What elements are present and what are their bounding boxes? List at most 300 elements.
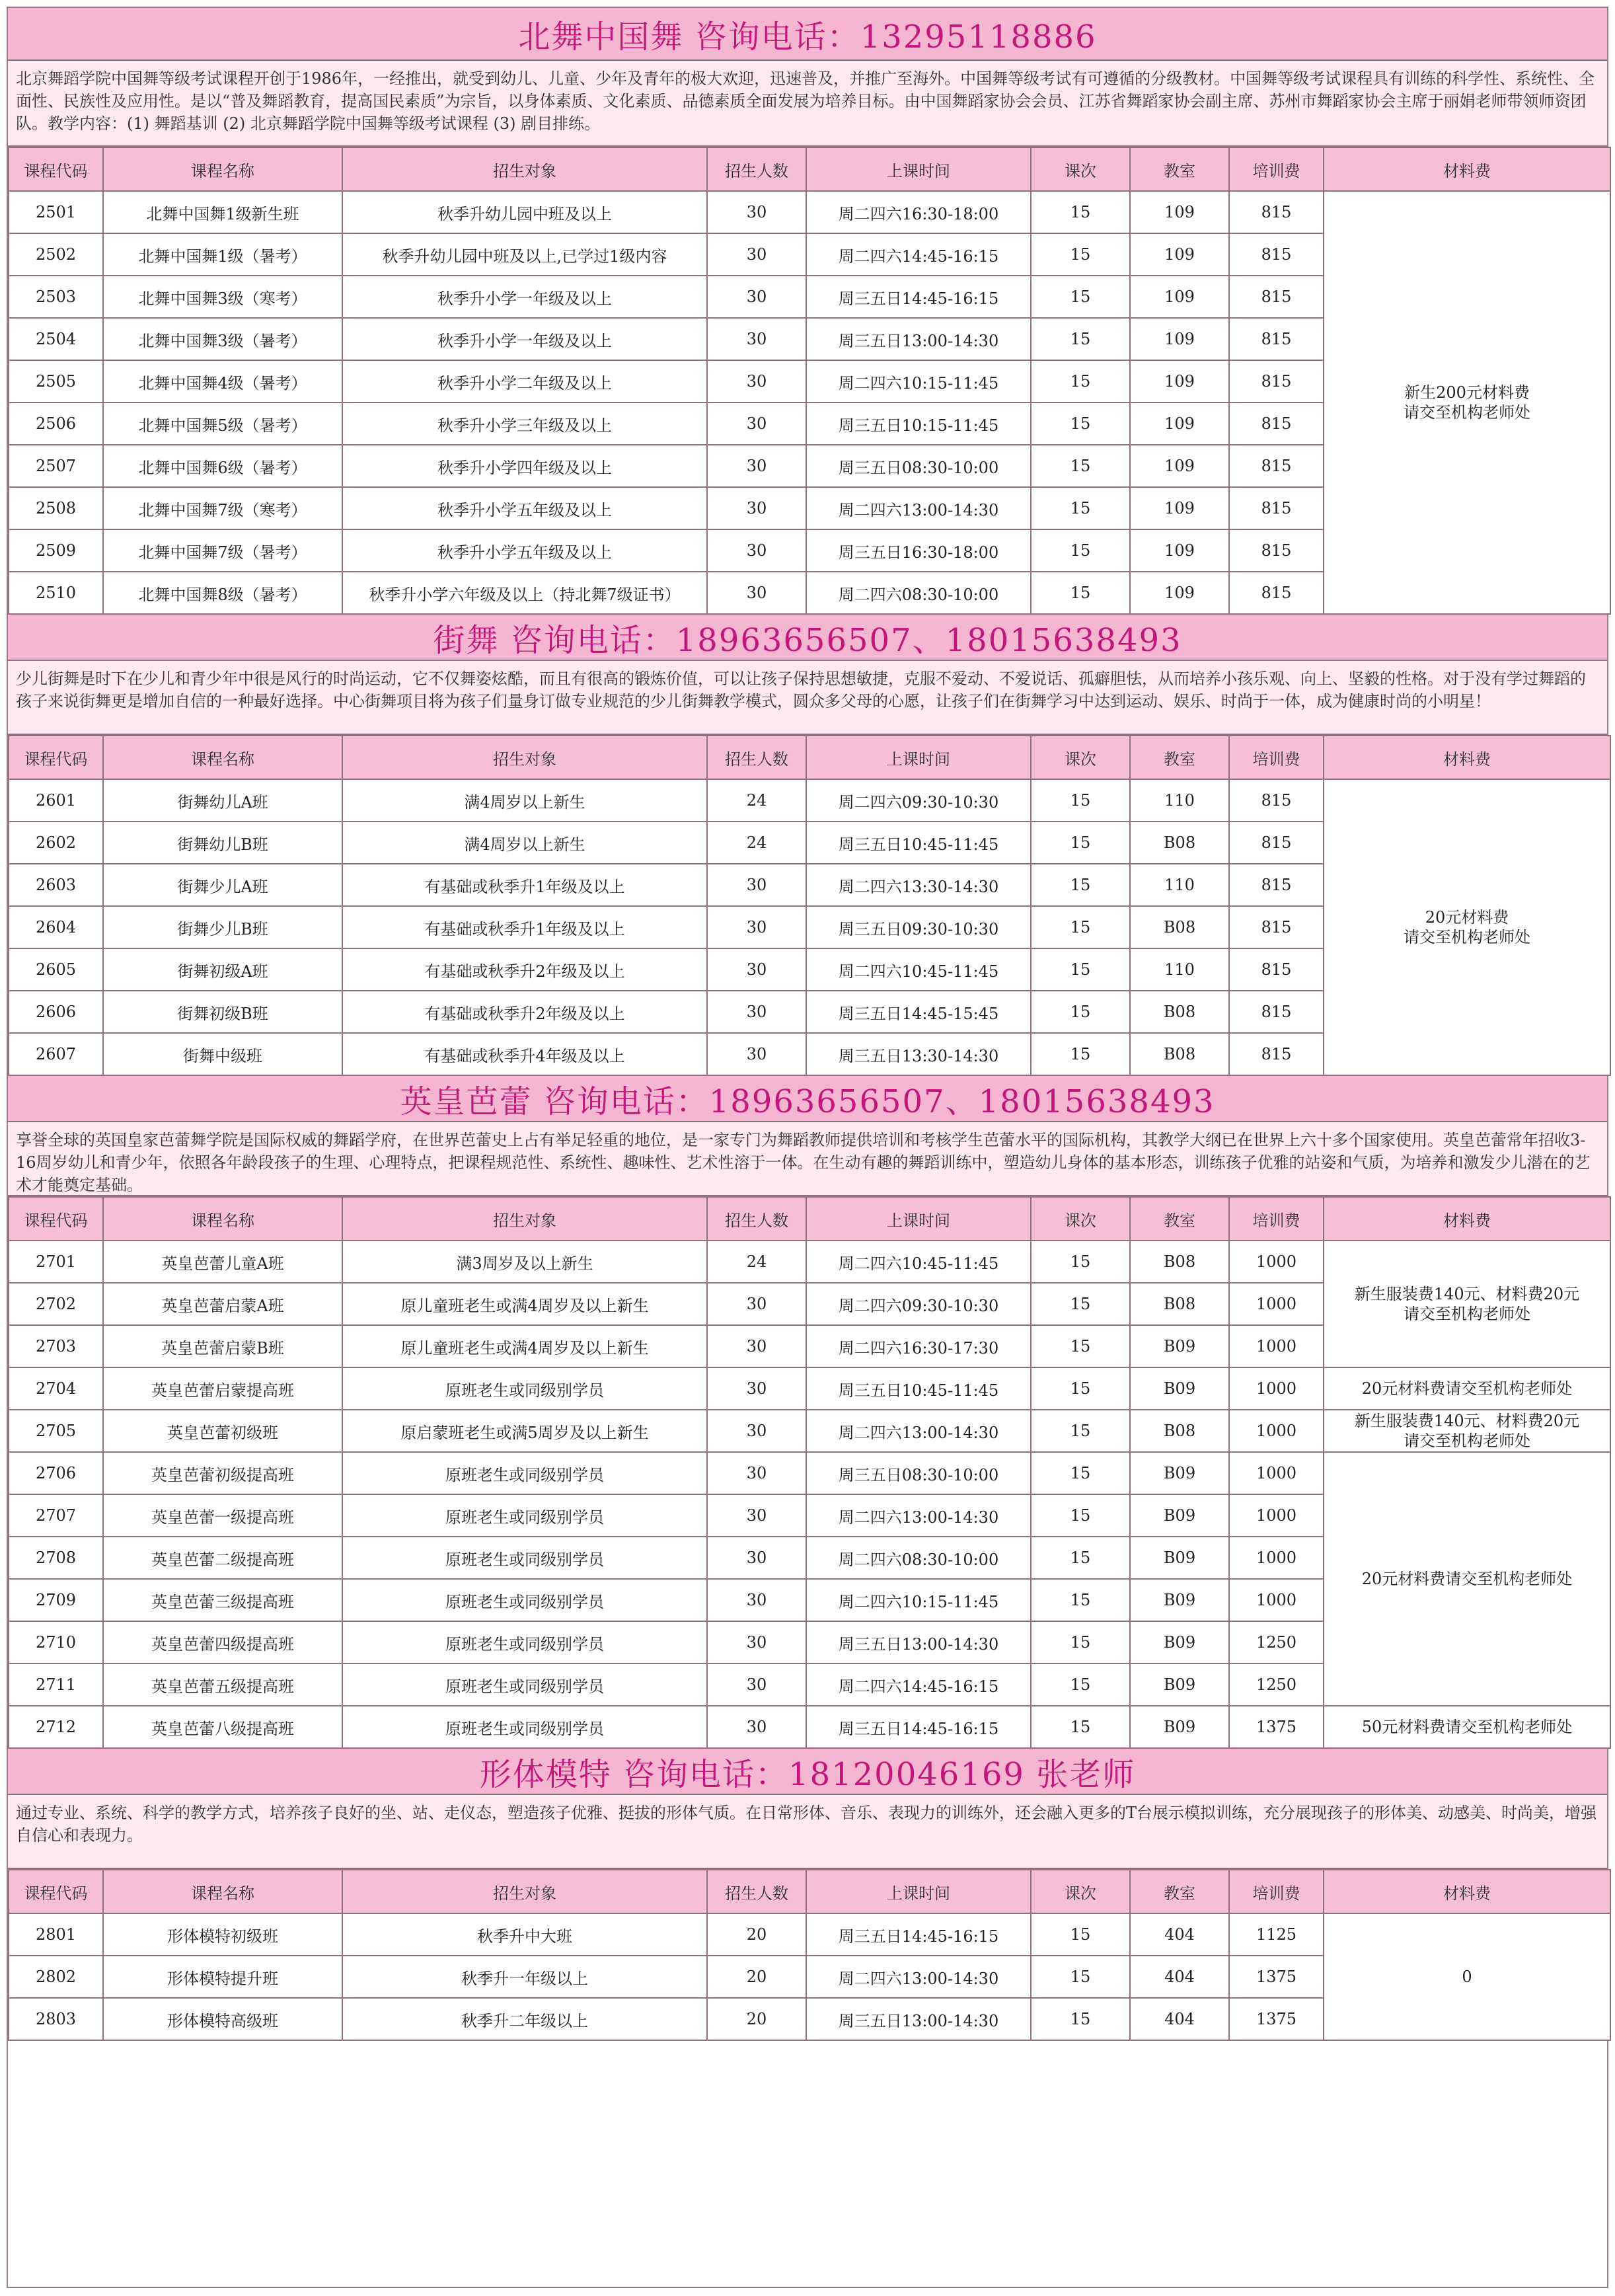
table-cell: 815: [1229, 822, 1324, 864]
table-cell: 周二四六10:45-11:45: [806, 948, 1031, 991]
column-header: 培训费: [1229, 736, 1324, 779]
table-cell: 有基础或秋季升2年级及以上: [342, 948, 707, 991]
table-cell: 北舞中国舞1级新生班: [103, 191, 342, 233]
table-row: [9, 779, 1610, 822]
section-street-dance: [8, 615, 1607, 1076]
table-cell: 15: [1031, 191, 1130, 233]
table-cell: 15: [1031, 1998, 1130, 2040]
table-cell: 1375: [1229, 1706, 1324, 1748]
table-cell: 15: [1031, 1033, 1130, 1075]
table-cell: 北舞中国舞6级（暑考）: [103, 445, 342, 487]
table-cell: 周三五日10:45-11:45: [806, 822, 1031, 864]
table-cell: 周二四六14:45-16:15: [806, 1664, 1031, 1706]
column-header: 课次: [1031, 1870, 1130, 1913]
table-cell: 2503: [9, 276, 103, 318]
table-cell: 109: [1130, 276, 1229, 318]
column-header: 课次: [1031, 147, 1130, 191]
column-header: 上课时间: [806, 1870, 1031, 1913]
table-cell: 秋季升小学一年级及以上: [342, 276, 707, 318]
table-cell: 英皇芭蕾启蒙A班: [103, 1283, 342, 1325]
table-cell: B08: [1130, 991, 1229, 1033]
table-cell: 街舞幼儿B班: [103, 822, 342, 864]
table-row: [9, 1452, 1610, 1494]
table-cell: 周二四六13:00-14:30: [806, 487, 1031, 529]
table-cell: 109: [1130, 487, 1229, 529]
table-cell: 北舞中国舞3级（暑考）: [103, 318, 342, 360]
table-cell: 815: [1229, 779, 1324, 822]
table-cell: B09: [1130, 1325, 1229, 1367]
column-header: 材料费: [1324, 1197, 1610, 1241]
table-cell: 30: [707, 991, 806, 1033]
table-cell: 1000: [1229, 1537, 1324, 1579]
table-cell: 周三五日14:45-16:15: [806, 276, 1031, 318]
table-cell: 周二四六09:30-10:30: [806, 1283, 1031, 1325]
table-cell: 北舞中国舞1级（暑考）: [103, 233, 342, 276]
table-cell: 周二四六13:00-14:30: [806, 1410, 1031, 1452]
section-title: 街舞 咨询电话：18963656507、18015638493: [8, 615, 1607, 661]
table-cell: 20: [707, 1998, 806, 2040]
table-cell: 2704: [9, 1367, 103, 1410]
table-cell: 周三五日14:45-16:15: [806, 1913, 1031, 1956]
course-table: [8, 1196, 1611, 1749]
table-cell: 15: [1031, 779, 1130, 822]
table-cell: 周三五日13:00-14:30: [806, 1621, 1031, 1664]
table-cell: 1000: [1229, 1410, 1324, 1452]
table-cell: 1000: [1229, 1579, 1324, 1621]
table-cell: 满3周岁及以上新生: [342, 1241, 707, 1283]
table-cell: 2709: [9, 1579, 103, 1621]
table-cell: B09: [1130, 1452, 1229, 1494]
table-cell: 周三五日13:00-14:30: [806, 1998, 1031, 2040]
table-row: [9, 1706, 1610, 1748]
table-row: [9, 1410, 1610, 1452]
table-cell: B09: [1130, 1621, 1229, 1664]
course-schedule-page: [7, 7, 1608, 2288]
table-cell: 周二四六13:30-14:30: [806, 864, 1031, 906]
table-cell: 30: [707, 1410, 806, 1452]
table-cell: 形体模特高级班: [103, 1998, 342, 2040]
column-header: 教室: [1130, 1870, 1229, 1913]
table-cell: 30: [707, 1452, 806, 1494]
table-cell: 815: [1229, 906, 1324, 948]
table-cell: 2502: [9, 233, 103, 276]
column-header: 材料费: [1324, 147, 1610, 191]
table-cell: 秋季升小学四年级及以上: [342, 445, 707, 487]
table-cell: 周二四六13:00-14:30: [806, 1956, 1031, 1998]
table-cell: 815: [1229, 487, 1324, 529]
table-row: [9, 1241, 1610, 1283]
column-header: 课程名称: [103, 1870, 342, 1913]
table-cell: 英皇芭蕾初级提高班: [103, 1452, 342, 1494]
table-cell: 15: [1031, 360, 1130, 402]
table-cell: 2601: [9, 779, 103, 822]
table-cell: 109: [1130, 572, 1229, 614]
table-cell: 15: [1031, 445, 1130, 487]
table-cell: 1000: [1229, 1452, 1324, 1494]
table-cell: 形体模特提升班: [103, 1956, 342, 1998]
column-header: 上课时间: [806, 736, 1031, 779]
table-cell: 15: [1031, 402, 1130, 445]
table-cell: 2604: [9, 906, 103, 948]
table-cell: 原班老生或同级别学员: [342, 1494, 707, 1537]
table-header-row: [9, 147, 1610, 191]
table-cell: B09: [1130, 1706, 1229, 1748]
table-cell: 周二四六10:15-11:45: [806, 1579, 1031, 1621]
section-description: 享誉全球的英国皇家芭蕾舞学院是国际权威的舞蹈学府，在世界芭蕾史上占有举足轻重的地位，是一家专门为舞蹈教师提供培训和考核学生芭蕾水平的国际机构，其教学大纲已在世界上六十多个国家使用。英皇芭蕾常年招收3-16周岁幼儿和青少年，依照各年龄段孩子的生理、心理特点，把课程规范性、系统性、趣味性、艺术性溶于一体。在生动有趣的舞蹈训练中，塑造幼儿身体的基本形态，训练孩子优雅的站姿和气质，为培养和激发少儿潜在的艺术才能奠定基础。: [8, 1122, 1607, 1196]
table-cell: 30: [707, 864, 806, 906]
table-cell: 1000: [1229, 1325, 1324, 1367]
table-cell: 2602: [9, 822, 103, 864]
table-cell: 20: [707, 1956, 806, 1998]
table-header-row: [9, 1197, 1610, 1241]
table-cell: 秋季升小学一年级及以上: [342, 318, 707, 360]
table-cell: 109: [1130, 360, 1229, 402]
table-cell: 2508: [9, 487, 103, 529]
table-cell: 30: [707, 191, 806, 233]
column-header: 课程名称: [103, 1197, 342, 1241]
table-cell: 周三五日13:00-14:30: [806, 318, 1031, 360]
table-cell: 1375: [1229, 1998, 1324, 2040]
table-cell: 有基础或秋季升1年级及以上: [342, 864, 707, 906]
table-cell: 1000: [1229, 1283, 1324, 1325]
course-table: [8, 147, 1611, 615]
table-cell: 周二四六08:30-10:00: [806, 1537, 1031, 1579]
table-cell: 周三五日13:30-14:30: [806, 1033, 1031, 1075]
table-cell: 404: [1130, 1998, 1229, 2040]
table-cell: 英皇芭蕾初级班: [103, 1410, 342, 1452]
table-cell: 周三五日09:30-10:30: [806, 906, 1031, 948]
material-fee-cell: 0: [1324, 1913, 1610, 2040]
table-cell: 2504: [9, 318, 103, 360]
table-cell: 1000: [1229, 1241, 1324, 1283]
table-cell: 有基础或秋季升1年级及以上: [342, 906, 707, 948]
table-cell: 1125: [1229, 1913, 1324, 1956]
table-cell: 原儿童班老生或满4周岁及以上新生: [342, 1325, 707, 1367]
table-header-row: [9, 736, 1610, 779]
table-cell: 周二四六13:00-14:30: [806, 1494, 1031, 1537]
table-cell: 秋季升幼儿园中班及以上: [342, 191, 707, 233]
table-cell: B08: [1130, 1410, 1229, 1452]
material-fee-cell: 新生服装费140元、材料费20元 请交至机构老师处: [1324, 1241, 1610, 1367]
table-cell: B08: [1130, 906, 1229, 948]
table-cell: 109: [1130, 402, 1229, 445]
table-cell: 24: [707, 779, 806, 822]
section-description: 北京舞蹈学院中国舞等级考试课程开创于1986年，一经推出，就受到幼儿、儿童、少年及青年的极大欢迎，迅速普及，并推广至海外。中国舞等级考试有可遵循的分级教材。中国舞等级考试课程具有训练的科学性、系统性、全面性、民族性及应用性。是以“普及舞蹈教育，提高国民素质”为宗旨，以身体素质、文化素质、品德素质全面发展为培养目标。由中国舞蹈家协会会员、江苏省舞蹈家协会副主席、苏州市舞蹈家协会主席于丽娟老师带领师资团队。教学内容：(1) 舞蹈基训 (2) 北京舞蹈学院中国舞等级考试课程 (3) 剧目排练。: [8, 61, 1607, 147]
table-cell: 原班老生或同级别学员: [342, 1664, 707, 1706]
material-fee-cell: 20元材料费 请交至机构老师处: [1324, 779, 1610, 1075]
table-cell: 30: [707, 1367, 806, 1410]
column-header: 教室: [1130, 736, 1229, 779]
table-cell: 815: [1229, 318, 1324, 360]
sections-container: [8, 8, 1607, 2041]
table-cell: 英皇芭蕾一级提高班: [103, 1494, 342, 1537]
table-cell: 周三五日10:45-11:45: [806, 1367, 1031, 1410]
table-cell: 秋季升中大班: [342, 1913, 707, 1956]
table-cell: 原班老生或同级别学员: [342, 1706, 707, 1748]
table-cell: 2802: [9, 1956, 103, 1998]
table-cell: 109: [1130, 318, 1229, 360]
table-cell: B09: [1130, 1494, 1229, 1537]
column-header: 培训费: [1229, 1197, 1324, 1241]
table-cell: 15: [1031, 233, 1130, 276]
table-cell: 404: [1130, 1913, 1229, 1956]
material-fee-cell: 新生服装费140元、材料费20元 请交至机构老师处: [1324, 1410, 1610, 1452]
table-cell: B08: [1130, 822, 1229, 864]
table-cell: 20: [707, 1913, 806, 1956]
table-cell: 周二四六10:15-11:45: [806, 360, 1031, 402]
table-cell: 815: [1229, 572, 1324, 614]
table-cell: 15: [1031, 487, 1130, 529]
table-cell: 周二四六10:45-11:45: [806, 1241, 1031, 1283]
table-cell: 街舞少儿B班: [103, 906, 342, 948]
table-cell: 2707: [9, 1494, 103, 1537]
table-cell: 30: [707, 1494, 806, 1537]
table-cell: 815: [1229, 1033, 1324, 1075]
column-header: 教室: [1130, 147, 1229, 191]
table-cell: 30: [707, 1579, 806, 1621]
table-cell: 815: [1229, 445, 1324, 487]
table-cell: 30: [707, 529, 806, 572]
table-cell: 英皇芭蕾儿童A班: [103, 1241, 342, 1283]
table-cell: 北舞中国舞8级（暑考）: [103, 572, 342, 614]
table-cell: 1250: [1229, 1664, 1324, 1706]
table-cell: 30: [707, 1325, 806, 1367]
table-cell: 秋季升小学五年级及以上: [342, 529, 707, 572]
table-cell: 原班老生或同级别学员: [342, 1537, 707, 1579]
column-header: 招生人数: [707, 1197, 806, 1241]
table-cell: 109: [1130, 233, 1229, 276]
table-cell: 30: [707, 572, 806, 614]
table-cell: 街舞初级A班: [103, 948, 342, 991]
table-cell: 北舞中国舞7级（暑考）: [103, 529, 342, 572]
table-cell: 周二四六16:30-17:30: [806, 1325, 1031, 1367]
table-cell: 110: [1130, 864, 1229, 906]
table-cell: 110: [1130, 948, 1229, 991]
table-cell: 15: [1031, 572, 1130, 614]
table-cell: 15: [1031, 1621, 1130, 1664]
table-cell: 15: [1031, 1452, 1130, 1494]
column-header: 课程名称: [103, 736, 342, 779]
table-cell: 30: [707, 360, 806, 402]
table-cell: 2509: [9, 529, 103, 572]
table-cell: 2801: [9, 1913, 103, 1956]
table-cell: 15: [1031, 1664, 1130, 1706]
table-cell: 周二四六09:30-10:30: [806, 779, 1031, 822]
section-description: 少儿街舞是时下在少儿和青少年中很是风行的时尚运动，它不仅舞姿炫酷，而且有很高的锻炼价值，可以让孩子保持思想敏捷，克服不爱动、不爱说话、孤癖胆怯，从而培养小孩乐观、向上、坚毅的性格。对于没有学过舞蹈的孩子来说街舞更是增加自信的一种最好选择。中心街舞项目将为孩子们量身订做专业规范的少儿街舞教学模式，圆众多父母的心愿，让孩子们在街舞学习中达到运动、娱乐、时尚于一体，成为健康时尚的小明星！: [8, 661, 1607, 735]
course-table: [8, 735, 1611, 1076]
course-table: [8, 1869, 1611, 2041]
material-fee-cell: 50元材料费请交至机构老师处: [1324, 1706, 1610, 1748]
column-header: 培训费: [1229, 147, 1324, 191]
table-cell: 30: [707, 948, 806, 991]
table-cell: 原启蒙班老生或满5周岁及以上新生: [342, 1410, 707, 1452]
table-cell: 15: [1031, 906, 1130, 948]
table-cell: B09: [1130, 1664, 1229, 1706]
table-cell: 15: [1031, 1537, 1130, 1579]
table-cell: 原班老生或同级别学员: [342, 1579, 707, 1621]
table-cell: 北舞中国舞4级（暑考）: [103, 360, 342, 402]
table-cell: 30: [707, 1706, 806, 1748]
table-cell: 有基础或秋季升4年级及以上: [342, 1033, 707, 1075]
table-cell: 2606: [9, 991, 103, 1033]
table-cell: 2603: [9, 864, 103, 906]
column-header: 上课时间: [806, 1197, 1031, 1241]
table-cell: 15: [1031, 1367, 1130, 1410]
table-cell: 街舞幼儿A班: [103, 779, 342, 822]
column-header: 招生人数: [707, 1870, 806, 1913]
table-cell: 北舞中国舞7级（寒考）: [103, 487, 342, 529]
table-cell: 2712: [9, 1706, 103, 1748]
table-cell: 英皇芭蕾启蒙B班: [103, 1325, 342, 1367]
section-title: 形体模特 咨询电话：18120046169 张老师: [8, 1749, 1607, 1795]
table-cell: 30: [707, 445, 806, 487]
table-cell: 2501: [9, 191, 103, 233]
table-cell: B08: [1130, 1283, 1229, 1325]
table-cell: 秋季升小学六年级及以上（持北舞7级证书）: [342, 572, 707, 614]
table-cell: 2711: [9, 1664, 103, 1706]
table-cell: 815: [1229, 233, 1324, 276]
table-cell: 15: [1031, 1283, 1130, 1325]
table-cell: 815: [1229, 402, 1324, 445]
table-cell: 北舞中国舞5级（暑考）: [103, 402, 342, 445]
table-cell: 815: [1229, 864, 1324, 906]
table-cell: 15: [1031, 318, 1130, 360]
table-cell: 英皇芭蕾三级提高班: [103, 1579, 342, 1621]
table-cell: 原班老生或同级别学员: [342, 1367, 707, 1410]
table-cell: B08: [1130, 1241, 1229, 1283]
table-cell: 2803: [9, 1998, 103, 2040]
table-cell: 北舞中国舞3级（寒考）: [103, 276, 342, 318]
column-header: 培训费: [1229, 1870, 1324, 1913]
table-cell: 30: [707, 402, 806, 445]
table-cell: 30: [707, 233, 806, 276]
table-cell: 15: [1031, 822, 1130, 864]
table-cell: 周二四六14:45-16:15: [806, 233, 1031, 276]
table-cell: 英皇芭蕾五级提高班: [103, 1664, 342, 1706]
column-header: 课程代码: [9, 147, 103, 191]
table-cell: 街舞初级B班: [103, 991, 342, 1033]
column-header: 课次: [1031, 1197, 1130, 1241]
table-cell: 周三五日14:45-16:15: [806, 1706, 1031, 1748]
table-cell: 15: [1031, 1325, 1130, 1367]
section-title: 北舞中国舞 咨询电话：13295118886: [8, 8, 1607, 61]
table-cell: 街舞中级班: [103, 1033, 342, 1075]
table-cell: 815: [1229, 360, 1324, 402]
table-cell: 15: [1031, 1494, 1130, 1537]
table-cell: 30: [707, 1621, 806, 1664]
table-cell: 24: [707, 822, 806, 864]
table-cell: 秋季升幼儿园中班及以上,已学过1级内容: [342, 233, 707, 276]
table-cell: 1000: [1229, 1494, 1324, 1537]
material-fee-cell: 新生200元材料费 请交至机构老师处: [1324, 191, 1610, 614]
table-cell: 周三五日16:30-18:00: [806, 529, 1031, 572]
table-cell: 原班老生或同级别学员: [342, 1621, 707, 1664]
table-cell: 1000: [1229, 1367, 1324, 1410]
table-cell: 109: [1130, 191, 1229, 233]
table-cell: 英皇芭蕾启蒙提高班: [103, 1367, 342, 1410]
table-cell: 2705: [9, 1410, 103, 1452]
column-header: 招生对象: [342, 1870, 707, 1913]
column-header: 材料费: [1324, 1870, 1610, 1913]
table-cell: 30: [707, 906, 806, 948]
table-cell: 形体模特初级班: [103, 1913, 342, 1956]
table-cell: 30: [707, 487, 806, 529]
table-cell: 15: [1031, 991, 1130, 1033]
table-header-row: [9, 1870, 1610, 1913]
table-cell: 2605: [9, 948, 103, 991]
material-fee-cell: 20元材料费请交至机构老师处: [1324, 1452, 1610, 1706]
table-cell: B09: [1130, 1537, 1229, 1579]
table-cell: 15: [1031, 864, 1130, 906]
table-cell: 原班老生或同级别学员: [342, 1452, 707, 1494]
table-cell: 周二四六16:30-18:00: [806, 191, 1031, 233]
section-chinese-dance: [8, 8, 1607, 615]
table-cell: 2701: [9, 1241, 103, 1283]
column-header: 招生对象: [342, 1197, 707, 1241]
table-cell: B09: [1130, 1367, 1229, 1410]
table-cell: 原儿童班老生或满4周岁及以上新生: [342, 1283, 707, 1325]
table-cell: 周二四六08:30-10:00: [806, 572, 1031, 614]
table-cell: 109: [1130, 529, 1229, 572]
table-cell: 周三五日08:30-10:00: [806, 445, 1031, 487]
table-cell: 15: [1031, 276, 1130, 318]
table-cell: 2506: [9, 402, 103, 445]
table-cell: B09: [1130, 1579, 1229, 1621]
table-cell: 秋季升小学三年级及以上: [342, 402, 707, 445]
column-header: 招生人数: [707, 147, 806, 191]
column-header: 招生人数: [707, 736, 806, 779]
table-cell: 英皇芭蕾二级提高班: [103, 1537, 342, 1579]
table-cell: 30: [707, 1664, 806, 1706]
table-cell: 英皇芭蕾八级提高班: [103, 1706, 342, 1748]
table-cell: 15: [1031, 948, 1130, 991]
table-cell: 15: [1031, 1706, 1130, 1748]
table-cell: 30: [707, 276, 806, 318]
table-cell: 15: [1031, 1956, 1130, 1998]
table-cell: 815: [1229, 529, 1324, 572]
table-row: [9, 1913, 1610, 1956]
table-cell: 109: [1130, 445, 1229, 487]
table-cell: 15: [1031, 1579, 1130, 1621]
table-cell: 秋季升小学二年级及以上: [342, 360, 707, 402]
table-cell: 15: [1031, 1241, 1130, 1283]
table-cell: 30: [707, 318, 806, 360]
column-header: 上课时间: [806, 147, 1031, 191]
table-cell: 1250: [1229, 1621, 1324, 1664]
table-cell: B08: [1130, 1033, 1229, 1075]
table-cell: 15: [1031, 529, 1130, 572]
table-cell: 英皇芭蕾四级提高班: [103, 1621, 342, 1664]
table-cell: 秋季升二年级以上: [342, 1998, 707, 2040]
column-header: 课程名称: [103, 147, 342, 191]
table-cell: 2702: [9, 1283, 103, 1325]
column-header: 课程代码: [9, 1197, 103, 1241]
table-cell: 周三五日10:15-11:45: [806, 402, 1031, 445]
table-cell: 2505: [9, 360, 103, 402]
table-cell: 秋季升小学五年级及以上: [342, 487, 707, 529]
table-cell: 周三五日14:45-15:45: [806, 991, 1031, 1033]
table-cell: 815: [1229, 276, 1324, 318]
column-header: 课次: [1031, 736, 1130, 779]
table-cell: 15: [1031, 1913, 1130, 1956]
column-header: 课程代码: [9, 1870, 103, 1913]
column-header: 招生对象: [342, 736, 707, 779]
table-cell: 24: [707, 1241, 806, 1283]
table-row: [9, 191, 1610, 233]
table-cell: 2507: [9, 445, 103, 487]
column-header: 课程代码: [9, 736, 103, 779]
table-cell: 30: [707, 1033, 806, 1075]
